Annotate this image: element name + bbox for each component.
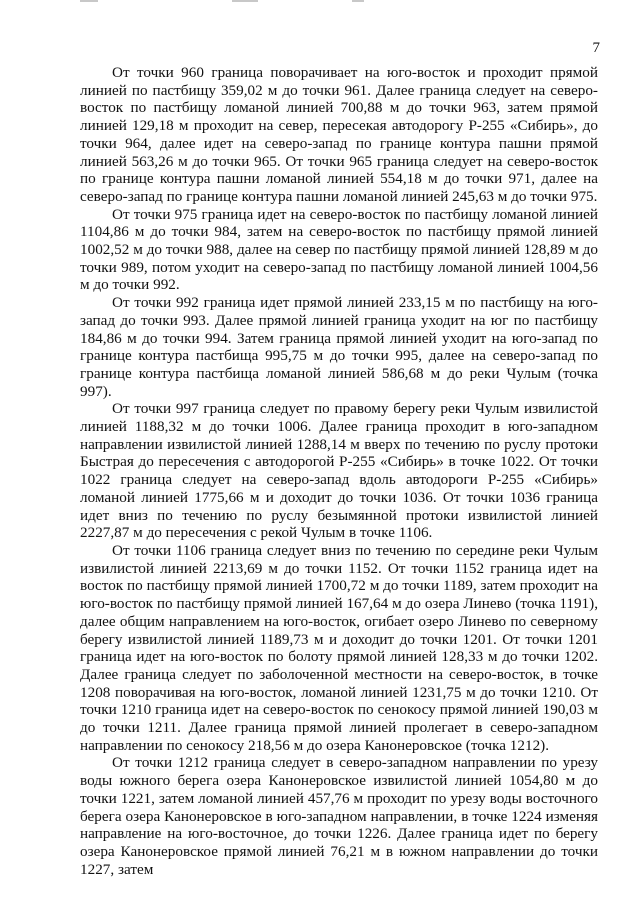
paragraph: От точки 992 граница идет прямой линией 233,15 м по пастбищу на юго-запад до точки 993. Далее прямой линией граница уходит на юг по пастбищу 184,86 м до точки 994. Затем граница прямой линией уходит на юго-запад по границе контура пастбища 995,75 м до точки 995, далее на северо-запад по границе контура пастбища ломаной линией 586,68 м до реки Чулым (точка 997). (80, 294, 598, 400)
paragraph: От точки 1212 граница следует в северо-западном направлении по урезу воды южного берега озера Канонеровское извилистой линией 1054,80 м до точки 1221, затем ломаной линией 457,76 м проходит по урезу воды восточного берега озера Канонеровское в юго-западном направлении, в точке 1224 изменяя направление на юго-восточное, до точки 1226. Далее граница идет по берегу озера Канонеровское прямой линией 76,21 м в южном направлении до точки 1227, затем (80, 754, 598, 878)
paragraph: От точки 997 граница следует по правому берегу реки Чулым извилистой линией 1188,32 м до точки 1006. Далее граница проходит в юго-западном направлении извилистой линией 1288,14 м вверх по течению по руслу протоки Быстрая до пересечения с автодорогой Р-255 «Сибирь» в точке 1022. От точки 1022 граница следует на северо-запад вдоль автодороги Р-255 «Сибирь» ломаной линией 1775,66 м и доходит до точки 1036. От точки 1036 граница идет вниз по течению по руслу безымянной протоки извилистой линией 2227,87 м до пересечения с рекой Чулым в точке 1106. (80, 400, 598, 542)
paragraph: От точки 975 граница идет на северо-восток по пастбищу ломаной линией 1104,86 м до точки 984, затем на северо-восток по пастбищу прямой линией 1002,52 м до точки 988, далее на север по пастбищу прямой линией 128,89 м до точки 989, потом уходит на северо-запад по пастбищу ломаной линией 1004,56 м до точки 992. (80, 205, 598, 294)
paragraph: От точки 1106 граница следует вниз по течению по середине реки Чулым извилистой линией 2213,69 м до точки 1152. От точки 1152 граница идет на восток по пастбищу прямой линией 1700,72 м до точки 1189, затем проходит на юго-восток по пастбищу прямой линией 167,64 м до озера Линево (точка 1191), далее общим направлением на юго-восток, огибает озеро Линево по северному берегу извилистой линией 1189,73 м и доходит до точки 1201. От точки 1201 граница идет на юго-восток по болоту прямой линией 128,33 м до точки 1202. Далее граница следует по заболоченной местности на северо-восток, в точке 1208 поворачивая на юго-восток, ломаной линией 1231,75 м до точки 1210. От точки 1210 граница идет на северо-восток по сенокосу прямой линией 190,03 м до точки 1211. Далее граница прямой линией пролегает в северо-западном направлении по сенокосу 218,56 м до озера Канонеровское (точка 1212). (80, 541, 598, 754)
scan-artifact-top (0, 0, 640, 8)
document-body (80, 64, 598, 878)
paragraph: От точки 960 граница поворачивает на юго-восток и проходит прямой линией по пастбищу 359,02 м до точки 961. Далее граница следует на северо-восток по пастбищу ломаной линией 700,88 м до точки 963, затем прямой линией 129,18 м проходит на север, пересекая автодорогу Р-255 «Сибирь», до точки 964, далее идет на северо-запад по границе контура пашни прямой линией 563,26 м до точки 965. От точки 965 граница следует на северо-восток по границе контура пашни ломаной линией 554,18 м до точки 971, далее на северо-запад по границе контура пашни ломаной линией 245,63 м до точки 975. (80, 64, 598, 205)
page-number: 7 (592, 40, 600, 56)
